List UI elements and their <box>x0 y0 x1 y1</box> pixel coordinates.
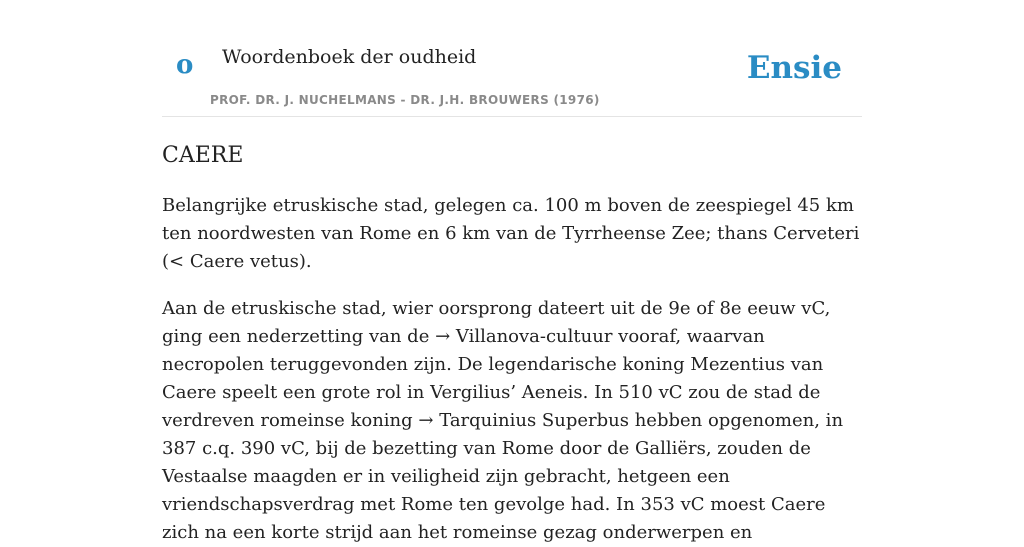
paragraph-text: Aan de etruskische stad, wier oorsprong dateert uit de 9e of 8e eeuw vC, ging een nederzetting van de <box>162 298 831 347</box>
entry-paragraph-2 <box>162 295 862 547</box>
xref-tarquinius-superbus[interactable]: → Tarquinius Superbus <box>418 410 629 431</box>
index-letter[interactable]: o <box>176 50 194 80</box>
entry-headword: CAERE <box>162 143 244 168</box>
entry-paragraph-1: Belangrijke etruskische stad, gelegen ca. 100 m boven de zeespiegel 45 km ten noordwesten van Rome en 6 km van de Tyrrheense Zee; thans Cerveteri (< Caere vetus). <box>162 195 860 272</box>
paragraph-text: hebben opgenomen, in 387 c.q. 390 vC, bij de bezetting van Rome door de Galliërs, zouden de Vestaalse maagden er in veiligheid zijn gebracht, hetgeen een vriendschapsverdrag met Rome ten gevolge had. In 353 vC moest Caere zich na een korte strijd aan het romeinse gezag onderwerpen en <box>162 410 844 543</box>
book-title[interactable]: Woordenboek der oudheid <box>222 46 477 68</box>
paragraph-text: vooraf, waarvan necropolen teruggevonden zijn. De legendarische koning Mezentius van Caere speelt een grote rol in Vergilius’ Aeneis. In 510 vC zou de stad de verdreven romeinse koning <box>162 326 824 431</box>
book-authors: PROF. DR. J. NUCHELMANS - DR. J.H. BROUWERS (1976) <box>210 93 600 107</box>
page-header <box>162 0 862 117</box>
xref-villanova-cultuur[interactable]: → Villanova-cultuur <box>435 326 613 347</box>
ensie-logo[interactable]: Ensie <box>746 50 842 86</box>
page-content <box>162 0 862 547</box>
